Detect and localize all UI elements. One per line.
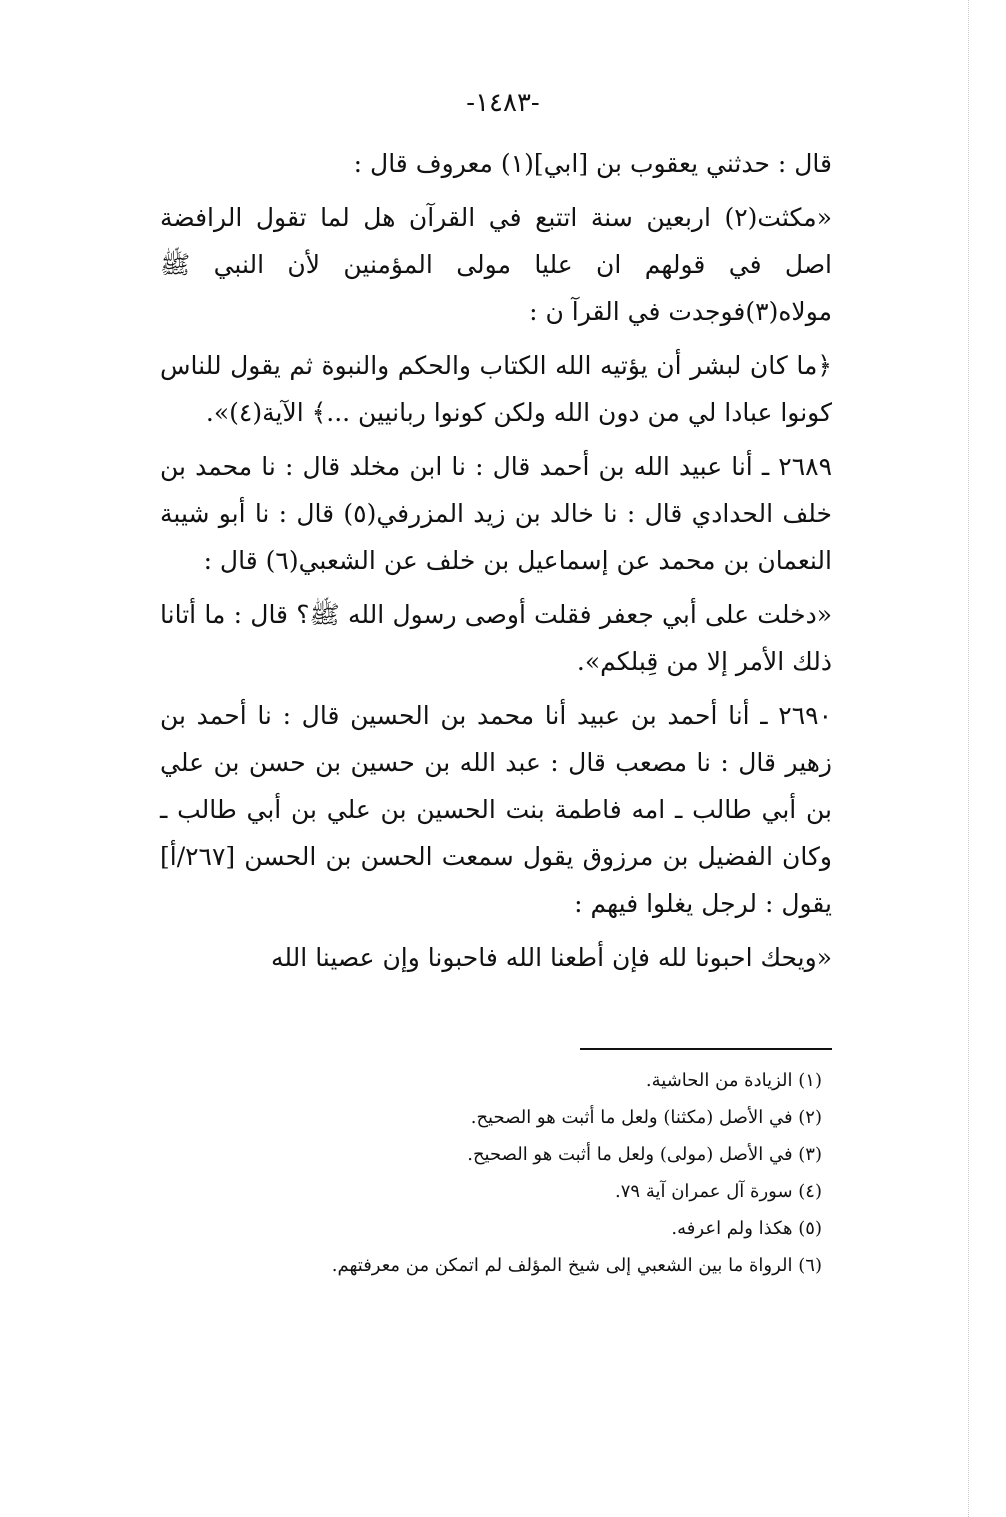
footnote-item: (٢) في الأصل (مكثنا) ولعل ما أثبت هو الصحيح. <box>470 1107 822 1128</box>
footnote-item: (٦) الرواة ما بين الشعبي إلى شيخ المؤلف لم اتمكن من معرفتهم. <box>331 1255 822 1276</box>
paragraph-quote-wayhak: «ويحك احبونا لله فإن أطعنا الله فاحبونا وإن عصينا الله <box>271 943 832 972</box>
paragraph-hadith-2689: ٢٦٨٩ ـ أنا عبيد الله بن أحمد قال : نا ابن مخلد قال : نا محمد بن خلف الحدادي قال : نا خالد بن زيد المزرفي(٥) قال : نا أبو شيبة النعمان بن محمد عن إسماعيل بن خلف عن الشعبي(٦) قال : <box>160 452 832 575</box>
footnote-item: (١) الزيادة من الحاشية. <box>645 1070 822 1091</box>
paragraph-hadith-2690: ٢٦٩٠ ـ أنا أحمد بن عبيد أنا محمد بن الحسين قال : نا أحمد بن زهير قال : نا مصعب قال : عبد الله بن حسين بن حسن بن علي بن أبي طالب ـ امه فاطمة بنت الحسين بن علي بن أبي طالب ـ وكان الفضيل بن مرزوق يقول سمعت الحسن بن الحسن [٢٦٧/أ] يقول : لرجل يغلوا فيهم : <box>160 701 832 918</box>
page-number: -١٤٨٣- <box>466 88 540 118</box>
main-text <box>160 140 832 988</box>
footnote-item: (٥) هكذا ولم اعرفه. <box>671 1218 822 1239</box>
paragraph-isnad-intro: قال : حدثني يعقوب بن [ابي](١) معروف قال : <box>353 149 832 178</box>
footnote-item: (٤) سورة آل عمران آية ٧٩. <box>615 1181 822 1202</box>
paragraph-quote-abu-jafar: «دخلت على أبي جعفر فقلت أوصى رسول الله ﷺ؟ قال : ما أتانا ذلك الأمر إلا من قِبلكم». <box>160 600 832 676</box>
paragraph-quote-rafida: «مكثت(٢) اربعين سنة اتتبع في القرآن هل لما تقول الرافضة اصل في قولهم ان عليا مولى المؤمنين لأن النبي ﷺ مولاه(٣)فوجدت في القرآ ن : <box>160 203 832 326</box>
footnote-item: (٣) في الأصل (مولى) ولعل ما أثبت هو الصحيح. <box>467 1144 822 1165</box>
footnotes-list <box>300 1062 822 1284</box>
paragraph-quran-verse: ﴿ما كان لبشر أن يؤتيه الله الكتاب والحكم والنبوة ثم يقول للناس كونوا عبادا لي من دون الله ولكن كونوا ربانيين ...﴾ الآية(٤)». <box>160 351 832 427</box>
page-edge-line <box>968 0 969 1517</box>
footnote-divider <box>580 1048 832 1050</box>
